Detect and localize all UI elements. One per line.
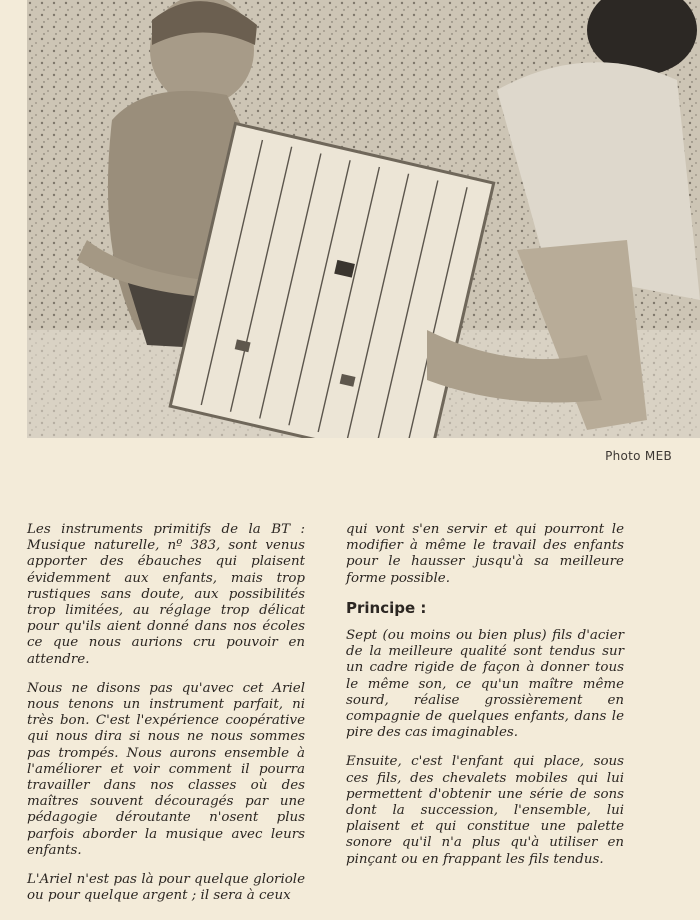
photo-illustration bbox=[27, 0, 700, 438]
photo-children-playing-ariel bbox=[27, 0, 700, 438]
paragraph-principe-1: Sept (ou moins ou bien plus) fils d'acier de la meilleure qualité sont tendus sur un cadre rigide de façon à donner tous le même son, ce qu'un maître même sourd, réalise grossièrement en compagnie de quelques enfants, dans le pire des cas imaginables. bbox=[346, 628, 624, 741]
paragraph-principe-2: Ensuite, c'est l'enfant qui place, sous ces fils, des chevalets mobiles qui lui permettent d'obtenir une série de sons dont la succession, l'ensemble, lui plaisent et qui constitue une palette sonore qu'il n'a plus qu'à utiliser en pinçant ou en frappant les fils tendus. bbox=[346, 754, 624, 867]
left-column bbox=[27, 522, 305, 917]
section-heading-principe: Principe : bbox=[346, 598, 427, 617]
right-column bbox=[346, 522, 624, 881]
paragraph-continuation: qui vont s'en servir et qui pourront le modifier à même le travail des enfants pour le hausser jusqu'à sa meilleure forme possible. bbox=[346, 522, 624, 586]
photo-credit: Photo MEB bbox=[605, 449, 672, 463]
paragraph-ariel: Nous ne disons pas qu'avec cet Ariel nous tenons un instrument parfait, ni très bon. C'est l'expérience coopérative qui nous dira si nous ne nous sommes pas trompés. Nous aurons ensemble à l'améliorer et voir comment il pourra travailler dans nos classes où des maîtres souvent découragés par une pédagogie déroutante n'osent plus parfois aborder la musique avec leurs enfants. bbox=[27, 680, 305, 858]
paragraph-gloriole: L'Ariel n'est pas là pour quelque gloriole ou pour quelque argent ; il sera à ceux bbox=[27, 872, 305, 904]
paragraph-intro: Les instruments primitifs de la BT : Musique naturelle, nº 383, sont venus apporter des ébauches qui plaisent évidemment aux enfants, mais trop rustiques sans doute, aux possibilités trop limitées, au réglage trop délicat pour qu'ils aient donné dans nos écoles ce que nous aurions cru pouvoir en attendre. bbox=[27, 522, 305, 667]
